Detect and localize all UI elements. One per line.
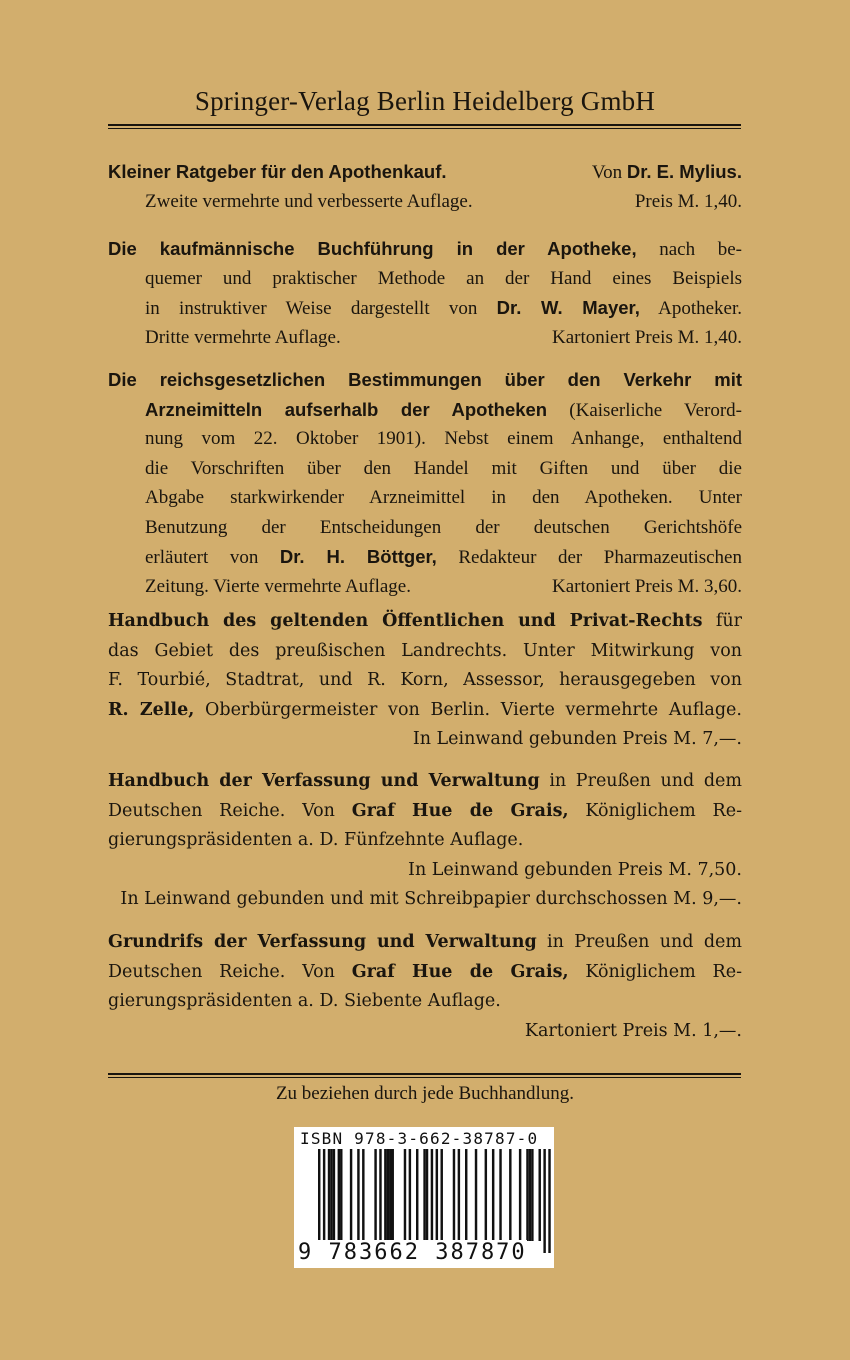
barcode-bar	[475, 1149, 477, 1241]
author-name: Dr. W. Mayer,	[496, 297, 640, 318]
book-entry-buchfuehrung	[108, 234, 742, 352]
barcode-bar	[453, 1149, 455, 1241]
author-name: Graf Hue de Grais,	[351, 961, 569, 982]
book-title: Handbuch des geltenden Öffentlichen und Privat-Rechts	[108, 611, 703, 631]
ean-digits: 9 783662 387870	[298, 1240, 527, 1265]
barcode-bar	[539, 1149, 541, 1241]
publisher-name: Springer-Verlag Berlin Heidelberg GmbH	[194, 86, 656, 116]
price: Kartoniert Preis M. 1,40.	[552, 326, 742, 348]
entry-line	[108, 323, 742, 353]
entry-line: Handbuch der Verfassung und Verwaltung in Preußen und dem	[108, 771, 742, 791]
book-entry-handbuch-recht	[108, 607, 742, 755]
footer-rule	[108, 1073, 741, 1078]
entry-line	[108, 856, 742, 886]
entry-line: gierungspräsidenten a. D. Fünfzehnte Auflage.	[108, 830, 524, 850]
barcode-bar	[441, 1149, 443, 1241]
barcode-bar	[458, 1149, 460, 1241]
barcode-bar	[543, 1149, 545, 1253]
barcode-bar	[404, 1149, 406, 1241]
price: Preis M. 1,40.	[634, 190, 742, 212]
entry-line: in instruktiver Weise dargestellt von Dr. W. Mayer, Apotheker.	[145, 297, 742, 319]
book-entry-handbuch-verfassung	[108, 767, 742, 915]
entry-line	[108, 157, 742, 187]
isbn-label: ISBN 978-3-662-38787-0	[300, 1129, 539, 1148]
entry-line: Deutschen Reiche. Von Graf Hue de Grais, Königlichem Re-	[108, 961, 742, 982]
barcode-bar	[328, 1149, 330, 1241]
barcode-bar	[350, 1149, 352, 1241]
barcode-bar	[548, 1149, 550, 1253]
barcode-bar	[431, 1149, 433, 1253]
barcode-bar	[416, 1149, 418, 1241]
entry-line: Arzneimitteln aufserhalb der Apotheken (Kaiserliche Verord-	[145, 398, 742, 421]
barcode-bar	[509, 1149, 511, 1241]
barcode-bar	[392, 1149, 394, 1241]
author-credit: Von Dr. E. Mylius.	[591, 161, 742, 183]
book-entry-bestimmungen	[108, 365, 742, 601]
entry-line: F. Tourbié, Stadtrat, und R. Korn, Assessor, herausgegeben von	[108, 670, 742, 690]
entry-line	[108, 572, 742, 602]
entry-line: Abgabe starkwirkender Arzneimittel in den Apotheken. Unter	[145, 487, 742, 508]
barcode-bar	[423, 1149, 425, 1241]
barcode-bar	[519, 1149, 521, 1241]
entry-line: Die kaufmännische Buchführung in der Apotheke, nach be-	[108, 238, 742, 260]
barcode-bar	[330, 1149, 332, 1241]
edition-note: Dritte vermehrte Auflage.	[145, 326, 341, 348]
book-entry-grundriss	[108, 928, 742, 1046]
entry-line: erläutert von Dr. H. Böttger, Redakteur der Pharmazeutischen	[145, 546, 742, 568]
entry-line	[108, 365, 742, 395]
header-rule	[108, 124, 741, 129]
author-name: Dr. E. Mylius.	[626, 161, 742, 182]
book-entry-ratgeber	[108, 157, 742, 216]
price: In Leinwand gebunden Preis M. 7,—.	[412, 729, 742, 749]
barcode-bar	[526, 1149, 528, 1241]
barcode-bar	[436, 1149, 438, 1253]
isbn-barcode	[294, 1127, 554, 1268]
entry-line: nung vom 22. Oktober 1901). Nebst einem Anhange, enthaltend	[145, 428, 742, 449]
barcode-bar	[389, 1149, 391, 1241]
barcode-bar	[384, 1149, 386, 1241]
barcode-bar	[340, 1149, 342, 1241]
author-name: R. Zelle,	[108, 699, 195, 720]
barcode-bar	[379, 1149, 381, 1241]
edition-note: Zweite vermehrte und verbesserte Auflage.	[145, 190, 473, 212]
book-title: Kleiner Ratgeber für den Apothenkauf.	[108, 161, 447, 182]
edition-note: Zeitung. Vierte vermehrte Auflage.	[145, 575, 411, 597]
barcode-bar	[357, 1149, 359, 1241]
entry-line: die Vorschriften über den Handel mit Giften und über die	[145, 457, 742, 479]
price: Kartoniert Preis M. 1,—.	[524, 1020, 742, 1041]
author-name: Graf Hue de Grais,	[351, 800, 569, 821]
book-title: Grundrifs der Verfassung und Verwaltung	[108, 932, 537, 952]
entry-line	[108, 725, 742, 755]
barcode-bar	[387, 1149, 389, 1241]
book-title: Die reichsgesetzlichen Bestimmungen über den Verkehr mit	[108, 369, 742, 390]
entry-line: gierungspräsidenten a. D. Siebente Auflage.	[108, 991, 501, 1011]
book-title: Handbuch der Verfassung und Verwaltung	[108, 771, 540, 791]
barcode-bar	[531, 1149, 533, 1241]
price: Kartoniert Preis M. 3,60.	[552, 575, 742, 597]
price-interleaved: In Leinwand gebunden und mit Schreibpapier durchschossen M. 9,—.	[120, 889, 742, 909]
book-title-cont: Arzneimitteln aufserhalb der Apotheken	[145, 398, 548, 420]
entry-line: das Gebiet des preußischen Landrechts. Unter Mitwirkung von	[108, 640, 742, 661]
barcode-bar	[333, 1149, 335, 1241]
entry-line	[108, 885, 742, 915]
barcode-bar	[529, 1149, 531, 1241]
book-title: Die kaufmännische Buchführung in der Apotheke,	[108, 238, 637, 259]
entry-line: Handbuch des geltenden Öffentlichen und Privat-Rechts für	[108, 611, 742, 631]
barcode-bar	[465, 1149, 467, 1241]
barcode-bar	[499, 1149, 501, 1241]
barcode-bar	[426, 1149, 428, 1241]
barcode-bar	[318, 1149, 320, 1253]
barcode-bar	[492, 1149, 494, 1241]
barcode-bar	[323, 1149, 325, 1253]
author-name: Dr. H. Böttger,	[279, 546, 437, 567]
entry-line	[108, 1017, 742, 1047]
entry-line: Benutzung der Entscheidungen der deutschen Gerichtshöfe	[145, 516, 742, 538]
footer-note: Zu beziehen durch jede Buchhandlung.	[275, 1083, 575, 1104]
barcode-bar	[338, 1149, 340, 1241]
price: In Leinwand gebunden Preis M. 7,50.	[408, 859, 742, 880]
barcode-bar	[374, 1149, 376, 1241]
entry-line: R. Zelle, Oberbürgermeister von Berlin. Vierte vermehrte Auflage.	[108, 699, 742, 720]
barcode-bar	[362, 1149, 364, 1241]
barcode-bar	[485, 1149, 487, 1241]
entry-line: Deutschen Reiche. Von Graf Hue de Grais, Königlichem Re-	[108, 800, 742, 821]
barcode-bar	[409, 1149, 411, 1241]
entry-line	[108, 187, 742, 217]
entry-line: quemer und praktischer Methode an der Hand eines Beispiels	[145, 267, 742, 289]
entry-line: Grundrifs der Verfassung und Verwaltung in Preußen und dem	[108, 932, 742, 952]
